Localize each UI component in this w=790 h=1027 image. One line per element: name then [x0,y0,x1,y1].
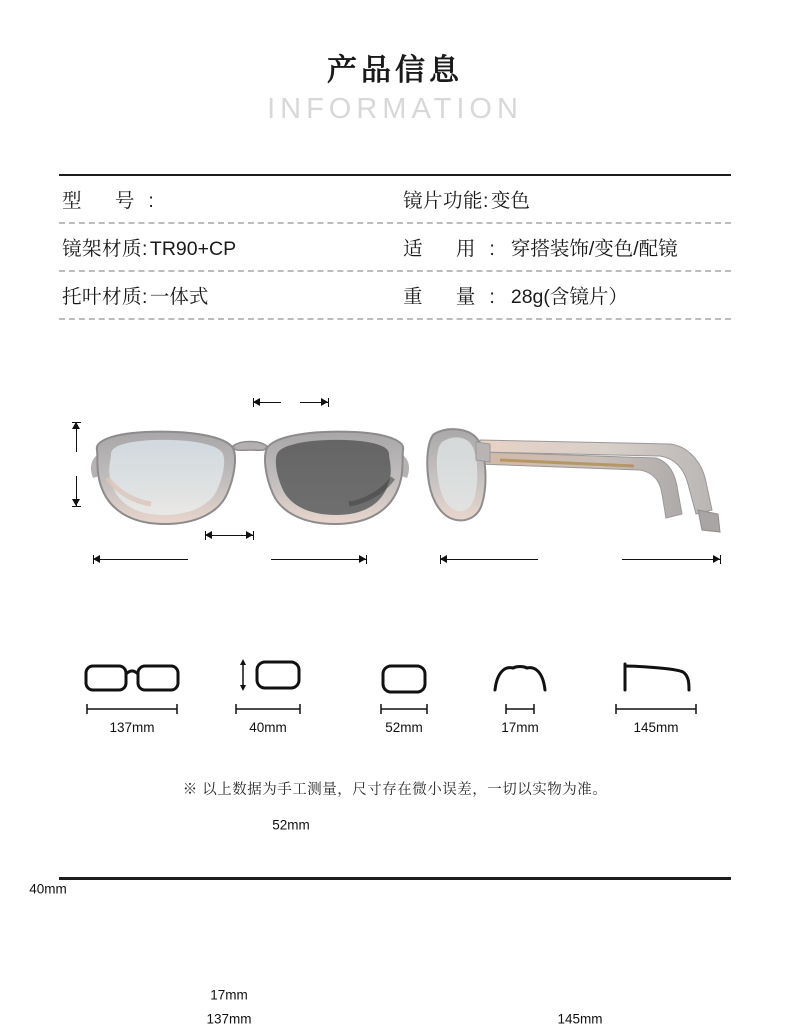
measurement-icon-row [0,642,790,762]
dim-label-lens-width: 52mm [272,817,310,833]
icon-cell-lens-height [198,642,338,735]
icon-cell-temple-length [586,642,726,735]
icon-caption: 145mm [633,720,679,736]
spec-frame-material [59,233,403,261]
dim-label-total-width: 137mm [206,1011,252,1027]
icon-caption: 52mm [385,720,423,736]
spec-lens-function [403,185,731,213]
bridge-width-icon [450,642,590,696]
spec-model [59,185,403,213]
page-title: 产品信息 [327,54,463,87]
glasses-front-view [85,416,415,566]
table-bottom-divider [59,318,731,320]
spec-value: 28g(含镜片） [510,286,628,309]
footnote: ※ 以上数据为手工测量，尺寸存在微小误差，一切以实物为准。 [182,782,608,799]
spec-value: 变色 [490,190,530,213]
table-row [59,272,731,318]
measure-bar [62,703,202,715]
spec-label: 托叶材质: [62,286,148,309]
temple-length-icon [586,642,726,696]
spec-label: 重 量: [403,286,509,309]
specification-table [59,174,731,320]
spec-weight [403,281,731,309]
bottom-rule [59,877,731,880]
dim-label-bridge: 17mm [210,987,248,1003]
frame-front-icon [62,642,202,696]
page-header [0,0,790,126]
lens-height-icon [198,642,338,696]
spec-value: 一体式 [149,286,209,309]
spec-label: 镜片功能: [403,190,489,213]
spec-value: 穿搭装饰/变色/配镜 [510,238,678,261]
dim-label-temple-length: 145mm [557,1011,603,1027]
icon-cell-frame-width [62,642,202,735]
spec-label: 型 号: [62,190,168,213]
icon-caption: 137mm [109,720,155,736]
icon-cell-bridge-width [450,642,590,735]
spec-nosepad-material [59,281,403,309]
icon-caption: 40mm [249,720,287,736]
dim-label-lens-height: 40mm [29,881,67,897]
table-row [59,176,731,222]
spec-label: 镜架材质: [62,238,148,261]
table-row [59,224,731,270]
spec-label: 适 用: [403,238,509,261]
spec-value: TR90+CP [149,238,237,261]
page-subtitle: INFORMATION [267,92,523,125]
icon-caption: 17mm [501,720,539,736]
glasses-side-view [420,418,730,548]
measure-bar [450,703,590,715]
measure-bar [586,703,726,715]
measure-bar [198,703,338,715]
spec-usage [403,233,731,261]
